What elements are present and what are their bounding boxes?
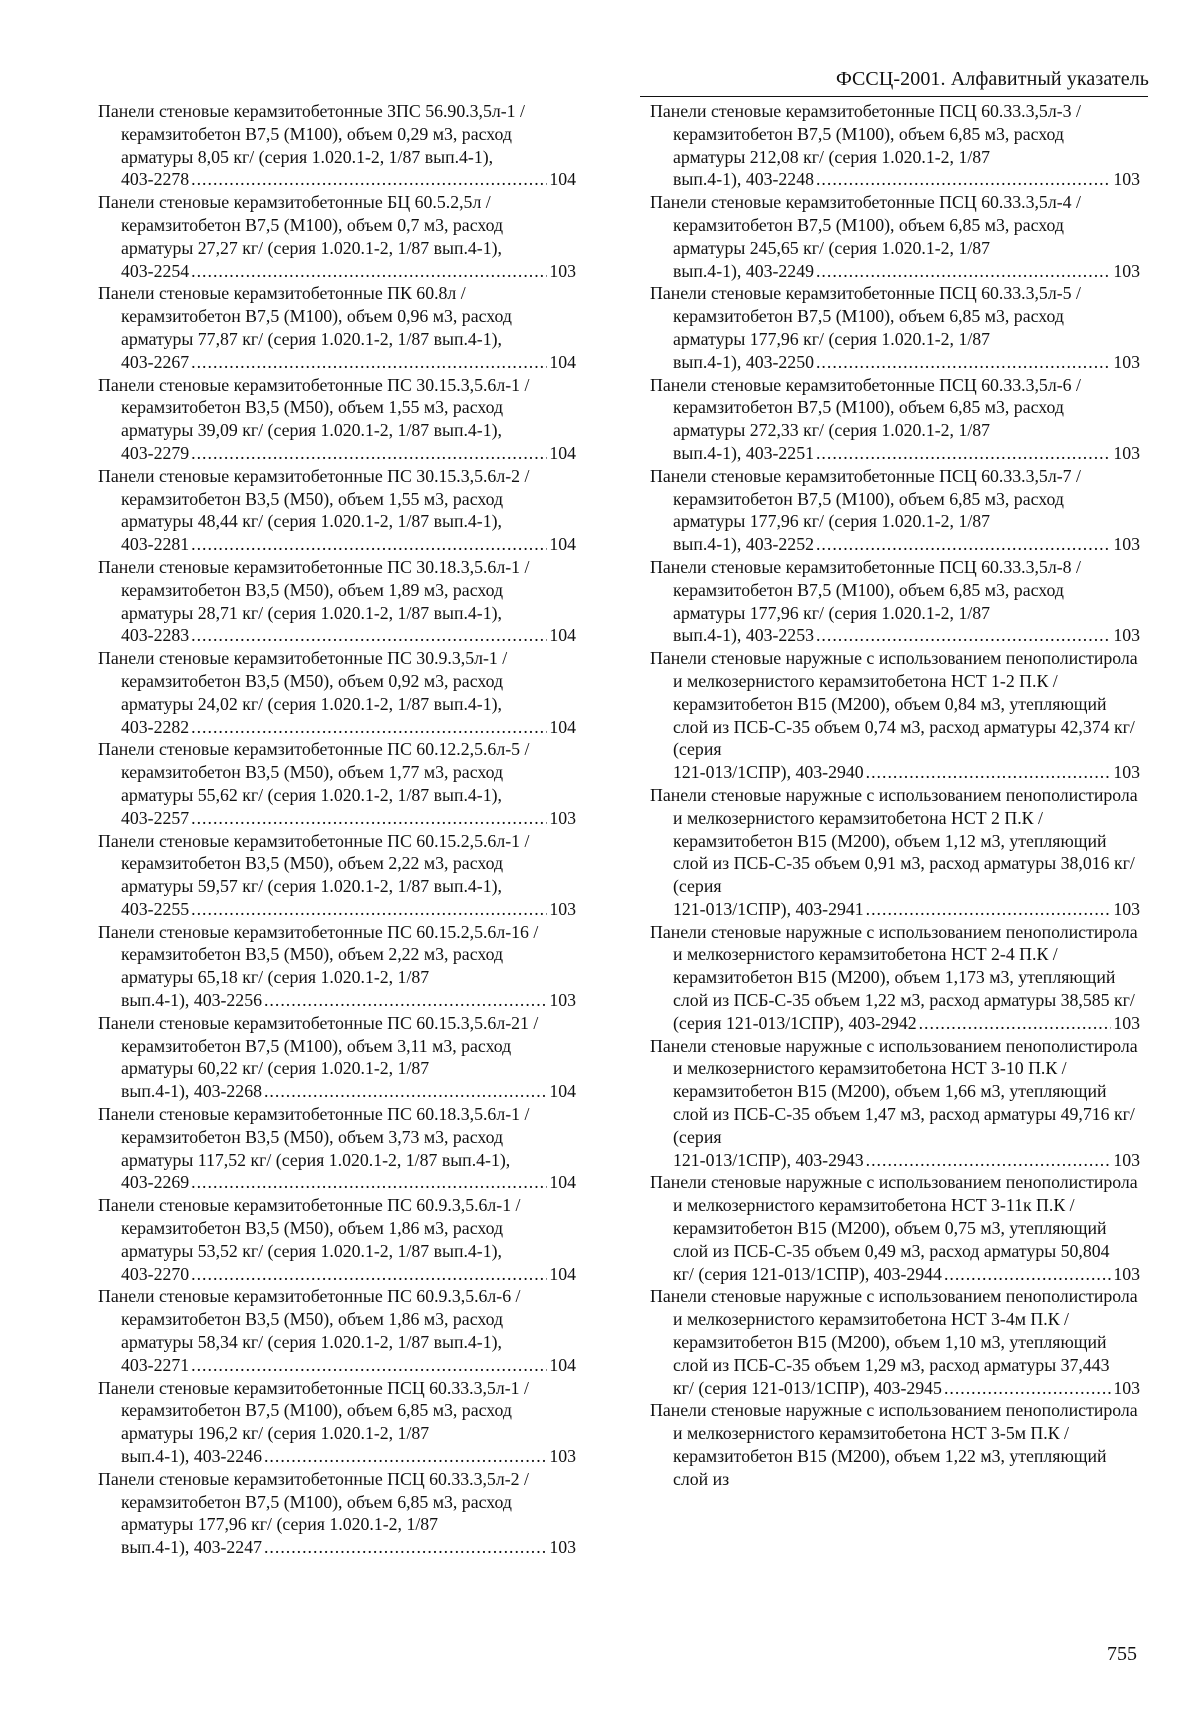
index-entry: [650, 282, 1140, 373]
entry-page-number: 103: [1113, 169, 1140, 190]
index-entry: [650, 465, 1140, 556]
entry-page-number: 103: [1113, 442, 1140, 463]
dot-leader: [191, 1263, 547, 1286]
entry-code: 403-2281: [121, 534, 190, 555]
index-entry: [650, 100, 1140, 191]
dot-leader: [191, 807, 547, 830]
entry-reference-line: [121, 1171, 576, 1194]
dot-leader: [191, 442, 547, 465]
page-header: ФССЦ-2001. Алфавитный указатель: [836, 68, 1149, 90]
entry-code: 121-013/1СПР), 403-2940: [673, 762, 864, 783]
index-entry: [98, 1285, 576, 1376]
entry-text: Панели стеновые керамзитобетонные ПСЦ 60.33.3,5л-1 /керамзитобетон В7,5 (М100), объем 6,85 м3, расход арматуры 196,2 кг/ (серия 1.020.1-2, 1/87: [98, 1377, 529, 1444]
entry-page-number: 103: [549, 807, 576, 828]
header-rule: [640, 96, 1148, 97]
entry-code: 403-2282: [121, 716, 190, 737]
dot-leader: [191, 168, 547, 191]
entry-page-number: 103: [1113, 1377, 1140, 1398]
entry-code: 403-2254: [121, 260, 190, 281]
entry-page-number: 103: [1113, 534, 1140, 555]
index-entry: [98, 1103, 576, 1194]
index-entry: [98, 465, 576, 556]
dot-leader: [944, 1263, 1111, 1286]
entry-text: Панели стеновые наружные с использованием пенополистирола и мелкозернистого керамзитобетона НСТ 3-11к П.К /керамзитобетон В15 (М200), объем 0,75 м3, утепляющий слой из ПСБ-С-35 объем 0,49 м3, расход арматуры 50,804: [650, 1172, 1138, 1261]
dot-leader: [919, 1012, 1112, 1035]
entry-text: Панели стеновые керамзитобетонные ПСЦ 60.33.3,5л-4 /керамзитобетон В7,5 (М100), объем 6,85 м3, расход арматуры 245,65 кг/ (серия 1.020.1-2, 1/87: [650, 192, 1081, 258]
entry-reference-line: [673, 1377, 1140, 1400]
entry-page-number: 103: [1113, 898, 1140, 919]
dot-leader: [191, 624, 547, 647]
entry-text: Панели стеновые наружные с использованием пенополистирола и мелкозернистого керамзитобетона НСТ 2 П.К /керамзитобетон В15 (М200), объем 1,12 м3, утепляющий слой из ПСБ-С-35 объем 0,91 м3, расход арматуры 38,016 кг/ (серия: [650, 784, 1138, 897]
index-entry: [98, 1012, 576, 1103]
index-entry: [98, 1377, 576, 1468]
entry-reference-line: [121, 1445, 576, 1468]
entry-page-number: 103: [1113, 260, 1140, 281]
entry-reference-line: [673, 624, 1140, 647]
entry-reference-line: [121, 898, 576, 921]
entry-page-number: 104: [549, 625, 576, 646]
entry-code: вып.4-1), 403-2249: [673, 260, 814, 281]
entry-reference-line: [121, 624, 576, 647]
index-entry: [98, 830, 576, 921]
dot-leader: [866, 761, 1112, 784]
entry-text: Панели стеновые наружные с использованием пенополистирола и мелкозернистого керамзитобетона НСТ 3-5м П.К /керамзитобетон В15 (М200), объем 1,22 м3, утепляющий слой из: [650, 1400, 1138, 1489]
entry-reference-line: [673, 898, 1140, 921]
entry-page-number: 103: [1113, 762, 1140, 783]
entry-reference-line: [673, 351, 1140, 374]
dot-leader: [191, 260, 547, 283]
dot-leader: [816, 442, 1111, 465]
entry-reference-line: [121, 168, 576, 191]
entry-code: вып.4-1), 403-2256: [121, 990, 262, 1011]
dot-leader: [191, 1354, 547, 1377]
entry-text: Панели стеновые керамзитобетонные ПС 60.15.2,5.6л-16 /керамзитобетон В3,5 (М50), объем 2,22 м3, расход арматуры 65,18 кг/ (серия 1.020.1-2, 1/87: [98, 921, 539, 988]
entry-page-number: 103: [1113, 1263, 1140, 1284]
entry-reference-line: [121, 1536, 576, 1559]
entry-reference-line: [121, 1354, 576, 1377]
entry-reference-line: [121, 533, 576, 556]
index-entry: [98, 374, 576, 465]
entry-code: вып.4-1), 403-2247: [121, 1537, 262, 1558]
entry-reference-line: [673, 1149, 1140, 1172]
entry-text: Панели стеновые керамзитобетонные ПСЦ 60.33.3,5л-3 /керамзитобетон В7,5 (М100), объем 6,85 м3, расход арматуры 212,08 кг/ (серия 1.020.1-2, 1/87: [650, 101, 1081, 167]
entry-text: Панели стеновые керамзитобетонные ПСЦ 60.33.3,5л-6 /керамзитобетон В7,5 (М100), объем 6,85 м3, расход арматуры 272,33 кг/ (серия 1.020.1-2, 1/87: [650, 374, 1081, 441]
dot-leader: [816, 533, 1111, 556]
entry-page-number: 104: [549, 169, 576, 190]
entry-text: Панели стеновые керамзитобетонные ПК 60.8л /керамзитобетон В7,5 (М100), объем 0,96 м3, расход арматуры 77,87 кг/ (серия 1.020.1-2, 1/87 вып.4-1),: [98, 283, 512, 349]
entry-reference-line: [673, 260, 1140, 283]
entry-text: Панели стеновые керамзитобетонные ЗПС 56.90.3,5л-1 /керамзитобетон В7,5 (М100), объем 0,29 м3, расход арматуры 8,05 кг/ (серия 1.020.1-2, 1/87 вып.4-1),: [98, 101, 525, 167]
entry-text: Панели стеновые керамзитобетонные ПС 60.15.3,5.6л-21 /керамзитобетон В7,5 (М100), объем 3,11 м3, расход арматуры 60,22 кг/ (серия 1.020.1-2, 1/87: [98, 1012, 539, 1079]
index-entry: [650, 191, 1140, 282]
left-column: [98, 100, 576, 1559]
entry-text: Панели стеновые наружные с использованием пенополистирола и мелкозернистого керамзитобетона НСТ 2-4 П.К /керамзитобетон В15 (М200), объем 1,173 м3, утепляющий слой из ПСБ-С-35 объем 1,22 м3, расход арматуры 38,585 кг/: [650, 921, 1138, 1011]
entry-text: Панели стеновые наружные с использованием пенополистирола и мелкозернистого керамзитобетона НСТ 3-10 П.К /керамзитобетон В15 (М200), объем 1,66 м3, утепляющий слой из ПСБ-С-35 объем 1,47 м3, расход арматуры 49,716 кг/ (серия: [650, 1035, 1138, 1147]
index-entry: [98, 556, 576, 647]
entry-text: Панели стеновые керамзитобетонные ПСЦ 60.33.3,5л-5 /керамзитобетон В7,5 (М100), объем 6,85 м3, расход арматуры 177,96 кг/ (серия 1.020.1-2, 1/87: [650, 283, 1081, 349]
entry-page-number: 104: [549, 442, 576, 463]
dot-leader: [866, 898, 1112, 921]
index-entry: [98, 1194, 576, 1285]
entry-text: Панели стеновые наружные с использованием пенополистирола и мелкозернистого керамзитобетона НСТ 1-2 П.К /керамзитобетон В15 (М200), объем 0,84 м3, утепляющий слой из ПСБ-С-35 объем 0,74 м3, расход арматуры 42,374 кг/ (серия: [650, 648, 1138, 760]
entry-text: Панели стеновые керамзитобетонные ПС 30.9.3,5л-1 /керамзитобетон В3,5 (М50), объем 0,92 м3, расход арматуры 24,02 кг/ (серия 1.020.1-2, 1/87 вып.4-1),: [98, 648, 508, 714]
index-entry: [98, 282, 576, 373]
entry-page-number: 104: [549, 1354, 576, 1375]
dot-leader: [264, 989, 547, 1012]
entry-reference-line: [121, 716, 576, 739]
entry-code: вып.4-1), 403-2253: [673, 625, 814, 646]
entry-code: 403-2257: [121, 807, 190, 828]
entry-reference-line: [121, 989, 576, 1012]
entry-text: Панели стеновые керамзитобетонные ПС 60.9.3,5.6л-1 /керамзитобетон В3,5 (М50), объем 1,86 м3, расход арматуры 53,52 кг/ (серия 1.020.1-2, 1/87 вып.4-1),: [98, 1195, 521, 1261]
entry-code: вып.4-1), 403-2268: [121, 1081, 262, 1102]
entry-reference-line: [673, 168, 1140, 191]
entry-page-number: 103: [549, 260, 576, 281]
dot-leader: [191, 1171, 547, 1194]
index-entry: [650, 556, 1140, 647]
entry-reference-line: [121, 1263, 576, 1286]
entry-page-number: 104: [549, 716, 576, 737]
entry-code: 403-2255: [121, 898, 190, 919]
entry-reference-line: [121, 807, 576, 830]
entry-page-number: 103: [1113, 351, 1140, 372]
entry-code: (серия 121-013/1СПР), 403-2942: [673, 1012, 917, 1033]
right-column: [650, 100, 1140, 1491]
index-entry: [98, 191, 576, 282]
entry-page-number: 104: [549, 1263, 576, 1284]
entry-code: 403-2270: [121, 1263, 190, 1284]
index-entry: [650, 1399, 1140, 1490]
dot-leader: [264, 1536, 547, 1559]
entry-code: кг/ (серия 121-013/1СПР), 403-2945: [673, 1377, 942, 1398]
entry-code: 403-2269: [121, 1172, 190, 1193]
entry-page-number: 104: [549, 1081, 576, 1102]
entry-page-number: 104: [549, 534, 576, 555]
entry-text: Панели стеновые керамзитобетонные ПС 60.9.3,5.6л-6 /керамзитобетон В3,5 (М50), объем 1,86 м3, расход арматуры 58,34 кг/ (серия 1.020.1-2, 1/87 вып.4-1),: [98, 1286, 521, 1353]
index-entry: [650, 1285, 1140, 1399]
entry-reference-line: [673, 533, 1140, 556]
index-entry: [98, 1468, 576, 1559]
entry-text: Панели стеновые керамзитобетонные БЦ 60.5.2,5л /керамзитобетон В7,5 (М100), объем 0,7 м3, расход арматуры 27,27 кг/ (серия 1.020.1-2, 1/87 вып.4-1),: [98, 192, 503, 258]
dot-leader: [816, 168, 1111, 191]
dot-leader: [264, 1080, 547, 1103]
entry-text: Панели стеновые керамзитобетонные ПСЦ 60.33.3,5л-2 /керамзитобетон В7,5 (М100), объем 6,85 м3, расход арматуры 177,96 кг/ (серия 1.020.1-2, 1/87: [98, 1468, 529, 1535]
entry-reference-line: [121, 1080, 576, 1103]
index-entry: [650, 1035, 1140, 1172]
dot-leader: [944, 1377, 1111, 1400]
entry-code: 403-2283: [121, 625, 190, 646]
entry-code: вып.4-1), 403-2251: [673, 442, 814, 463]
entry-page-number: 103: [549, 1537, 576, 1558]
entry-text: Панели стеновые керамзитобетонные ПС 30.18.3,5.6л-1 /керамзитобетон В3,5 (М50), объем 1,89 м3, расход арматуры 28,71 кг/ (серия 1.020.1-2, 1/87 вып.4-1),: [98, 556, 530, 623]
index-entry: [650, 921, 1140, 1035]
entry-code: кг/ (серия 121-013/1СПР), 403-2944: [673, 1263, 942, 1284]
entry-code: 121-013/1СПР), 403-2943: [673, 1149, 864, 1170]
dot-leader: [264, 1445, 547, 1468]
index-entry: [98, 738, 576, 829]
entry-text: Панели стеновые керамзитобетонные ПСЦ 60.33.3,5л-8 /керамзитобетон В7,5 (М100), объем 6,85 м3, расход арматуры 177,96 кг/ (серия 1.020.1-2, 1/87: [650, 556, 1081, 623]
entry-page-number: 103: [1113, 1012, 1140, 1033]
entry-code: 403-2271: [121, 1354, 190, 1375]
entry-reference-line: [673, 1263, 1140, 1286]
entry-code: вып.4-1), 403-2250: [673, 351, 814, 372]
entry-code: вып.4-1), 403-2248: [673, 169, 814, 190]
entry-page-number: 104: [549, 1172, 576, 1193]
dot-leader: [191, 716, 547, 739]
index-entry: [650, 374, 1140, 465]
dot-leader: [191, 533, 547, 556]
page-number: 755: [1107, 1643, 1137, 1665]
entry-reference-line: [121, 260, 576, 283]
entry-page-number: 103: [549, 898, 576, 919]
entry-page-number: 103: [1113, 1149, 1140, 1170]
dot-leader: [866, 1149, 1112, 1172]
index-entry: [98, 647, 576, 738]
entry-reference-line: [673, 442, 1140, 465]
entry-code: вып.4-1), 403-2252: [673, 534, 814, 555]
entry-reference-line: [121, 351, 576, 374]
entry-text: Панели стеновые керамзитобетонные ПС 30.15.3,5.6л-2 /керамзитобетон В3,5 (М50), объем 1,55 м3, расход арматуры 48,44 кг/ (серия 1.020.1-2, 1/87 вып.4-1),: [98, 465, 530, 532]
index-entry: [98, 100, 576, 191]
index-entry: [650, 1171, 1140, 1285]
entry-code: 403-2278: [121, 169, 190, 190]
entry-code: 403-2267: [121, 351, 190, 372]
entry-text: Панели стеновые керамзитобетонные ПС 30.15.3,5.6л-1 /керамзитобетон В3,5 (М50), объем 1,55 м3, расход арматуры 39,09 кг/ (серия 1.020.1-2, 1/87 вып.4-1),: [98, 374, 530, 441]
entry-page-number: 103: [549, 1446, 576, 1467]
dot-leader: [816, 260, 1111, 283]
dot-leader: [191, 351, 547, 374]
entry-page-number: 103: [1113, 625, 1140, 646]
entry-reference-line: [121, 442, 576, 465]
entry-reference-line: [673, 1012, 1140, 1035]
dot-leader: [816, 624, 1111, 647]
dot-leader: [816, 351, 1111, 374]
entry-text: Панели стеновые керамзитобетонные ПС 60.12.2,5.6л-5 /керамзитобетон В3,5 (М50), объем 1,77 м3, расход арматуры 55,62 кг/ (серия 1.020.1-2, 1/87 вып.4-1),: [98, 739, 530, 805]
entry-text: Панели стеновые керамзитобетонные ПСЦ 60.33.3,5л-7 /керамзитобетон В7,5 (М100), объем 6,85 м3, расход арматуры 177,96 кг/ (серия 1.020.1-2, 1/87: [650, 465, 1081, 532]
entry-text: Панели стеновые керамзитобетонные ПС 60.18.3,5.6л-1 /керамзитобетон В3,5 (М50), объем 3,73 м3, расход арматуры 117,52 кг/ (серия 1.020.1-2, 1/87 вып.4-1),: [98, 1104, 530, 1170]
index-entry: [98, 921, 576, 1012]
entry-page-number: 104: [549, 351, 576, 372]
entry-text: Панели стеновые керамзитобетонные ПС 60.15.2,5.6л-1 /керамзитобетон В3,5 (М50), объем 2,22 м3, расход арматуры 59,57 кг/ (серия 1.020.1-2, 1/87 вып.4-1),: [98, 830, 530, 897]
dot-leader: [191, 898, 547, 921]
index-entry: [650, 784, 1140, 921]
entry-code: вып.4-1), 403-2246: [121, 1446, 262, 1467]
entry-code: 403-2279: [121, 442, 190, 463]
entry-reference-line: [673, 761, 1140, 784]
entry-page-number: 103: [549, 990, 576, 1011]
entry-code: 121-013/1СПР), 403-2941: [673, 898, 864, 919]
index-entry: [650, 647, 1140, 784]
entry-text: Панели стеновые наружные с использованием пенополистирола и мелкозернистого керамзитобетона НСТ 3-4м П.К /керамзитобетон В15 (М200), объем 1,10 м3, утепляющий слой из ПСБ-С-35 объем 1,29 м3, расход арматуры 37,443: [650, 1286, 1138, 1375]
